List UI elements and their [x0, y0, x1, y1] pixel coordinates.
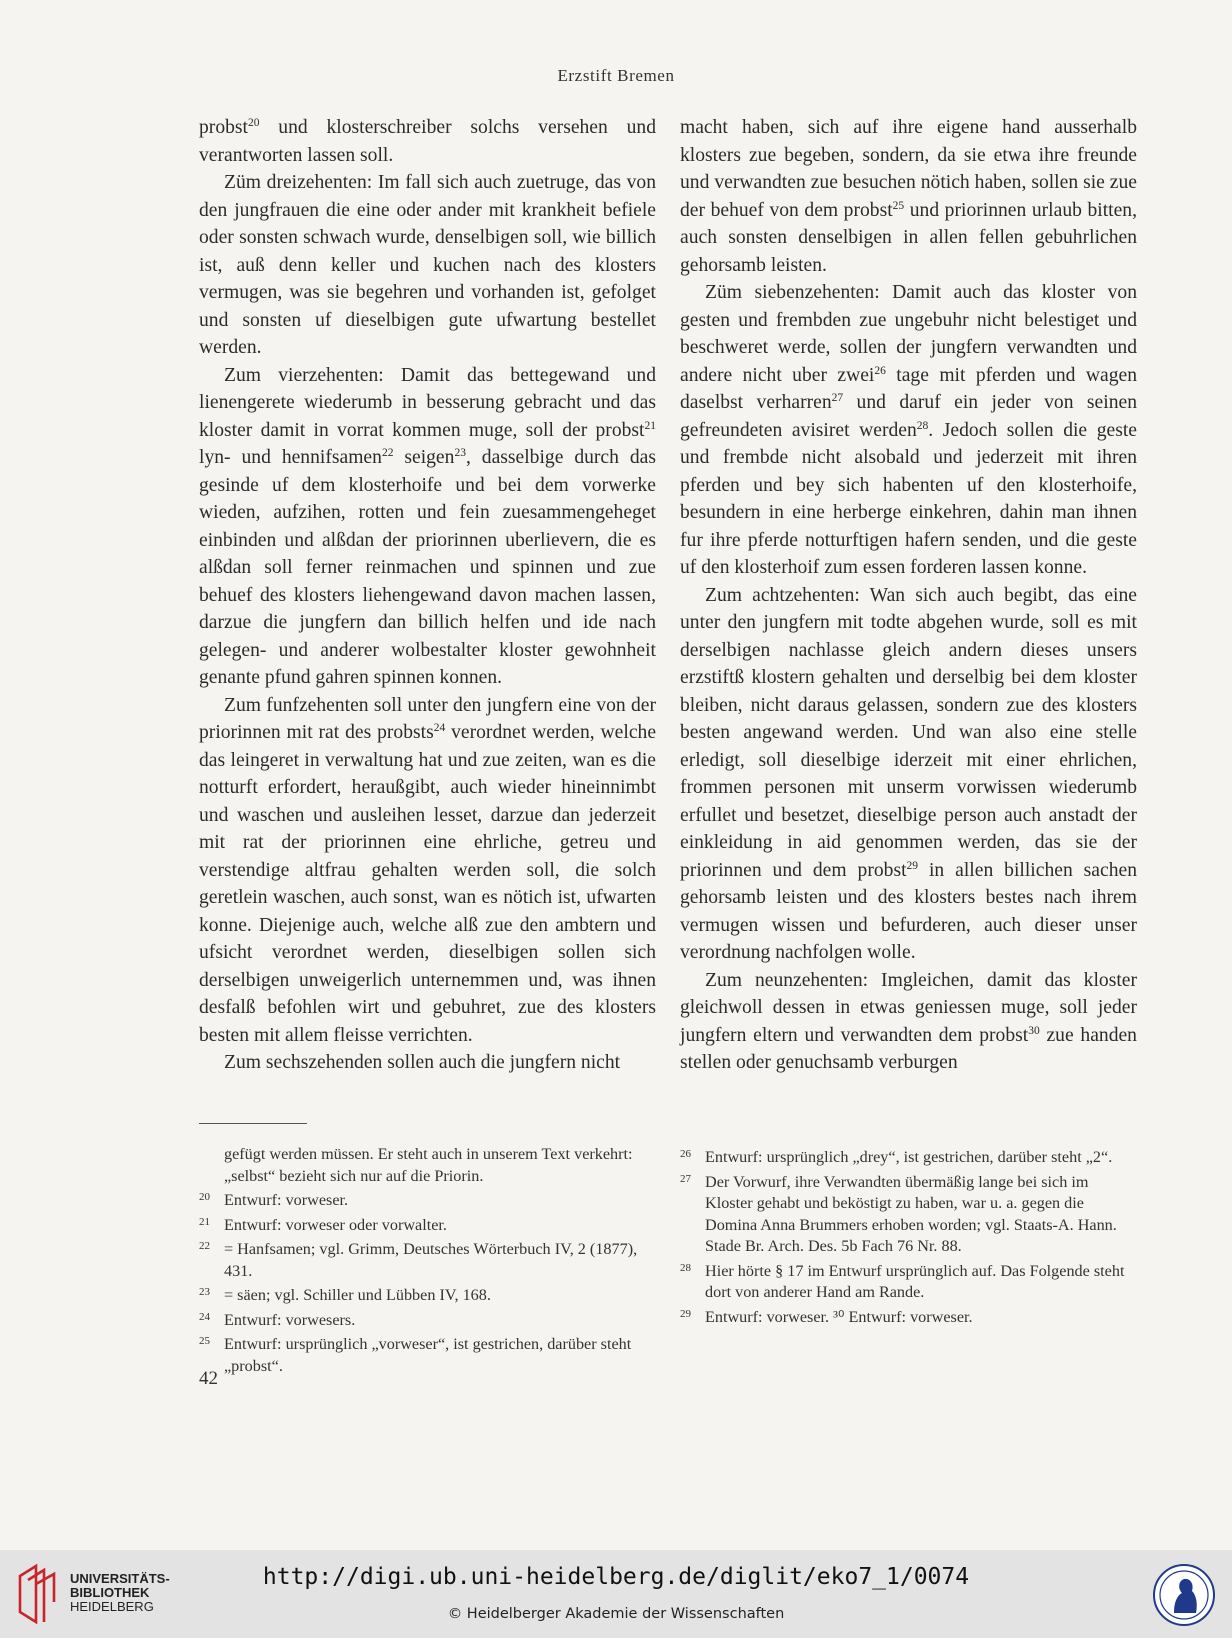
footnote-number: 27: [680, 1172, 691, 1185]
copyright-notice: © Heidelberger Akademie der Wissenschaften: [447, 1606, 785, 1622]
footnote-number: 21: [199, 1215, 210, 1228]
footnote: 22 = Hanfsamen; vgl. Grimm, Deutsches Wörterbuch IV, 2 (1877), 431.: [199, 1236, 659, 1282]
footnotes-right: [680, 1144, 1140, 1328]
footnote-number: 29: [680, 1307, 691, 1320]
footnote: gefügt werden müssen. Er steht auch in unserem Text verkehrt: „selbst“ bezieht sich nur auf die Priorin.: [224, 1145, 633, 1185]
footnote-number: 25: [199, 1335, 210, 1347]
library-name[interactable]: UNIVERSITÄTS- BIBLIOTHEK HEIDELBERG: [70, 1571, 170, 1614]
footnote: 27 Der Vorwurf, ihre Verwandten übermäßig lange bei sich im Kloster gehabt und beköstigt zu haben, war u. a. gegen die Domina Anna Brummers erhoben worden; vgl. Staats-A. Hann. Stade Br. Arch. Des. 5b Fach 76 Nr. 88.: [680, 1169, 1140, 1258]
text-column-right: [680, 114, 1137, 1077]
paragraph: macht haben, sich auf ihre eigene hand ausserhalb klosters zue begeben, sondern, da sie etwa ihre freunde und verwandten zue besuchen nötich haben, sollen sie zue der behuef von dem probst$^{25}$ und priorinnen urlaub bitten, auch sonsten denselbigen in allen fellen gebuhrlichen gehorsamb leisten.: [680, 117, 1137, 276]
footnote-ref[interactable]: 30: [1028, 1024, 1040, 1037]
footnote-number: 20: [199, 1191, 210, 1203]
footnote: 26 Entwurf: ursprünglich „drey“, ist gestrichen, darüber steht „2“.: [680, 1144, 1140, 1169]
footnote-ref[interactable]: 24: [433, 722, 446, 734]
footnotes-left: [199, 1144, 659, 1377]
footnote: 20 Entwurf: vorweser.: [199, 1187, 659, 1212]
footnote-ref[interactable]: 22: [381, 447, 394, 459]
footnote: 21 Entwurf: vorweser oder vorwalter.: [199, 1212, 659, 1237]
paragraph: Zum vierzehenten: Damit das bettegewand und lienengerete wiederumb in besserung gebracht und das kloster damit in vorrat kommen muge, soll der probst$^{21}$ lyn- und hennifsamen$^{22}$ seigen$^{23}$, dasselbige durch das gesinde uf dem klosterhoife und bei dem vorwerke wieden, aufzihen, rotten und fein zuesammengeheget einbinden und alßdan der priorinnen uberlievern, die es alßdan soll ferner reinmachen und spinnen und zue behuef des klosters liehengewand davon machen lassen, darzue die jungfern dan billich helfen und ide nach gelegen- und anderer wolbestalter kloster gewohnheit genante pfund gahren spinnen konnen.: [199, 364, 656, 688]
permalink-url[interactable]: http://digi.ub.uni-heidelberg.de/diglit/eko7_1/0074: [262, 1564, 970, 1590]
viewer-footer: [0, 1550, 1232, 1638]
paragraph: Züm dreizehenten: Im fall sich auch zuetruge, das von den jungfrauen die eine oder ander mit krankheit befiele oder sonsten schwach wurde, denselbigen soll, wie billich ist, auß denn keller und kuchen nach des klosters vermugen, was sie begehren und vorhanden ist, gefolget und sonsten uf dieselbigen gute ufwartung bestellet werden.: [199, 172, 656, 358]
footnote-number: 22: [199, 1240, 210, 1252]
footnote-ref[interactable]: 29: [906, 859, 919, 872]
footnote: 29 Entwurf: vorweser. ³⁰ Entwurf: vorweser.: [680, 1304, 1140, 1329]
footnote-number: 23: [199, 1286, 210, 1298]
footnote-number: 24: [199, 1310, 210, 1323]
footnote: 28 Hier hörte § 17 im Entwurf ursprünglich auf. Das Folgende steht dort von anderer Hand am Rande.: [680, 1258, 1140, 1304]
paragraph: Zum neunzehenten: Imgleichen, damit das kloster gleichwoll dessen in etwas geniessen muge, soll jeder jungfern eltern und verwandten dem probst$^{30}$ zue handen stellen oder genuchsamb verburgen: [680, 969, 1137, 1073]
academy-seal-icon[interactable]: [1152, 1563, 1216, 1627]
page-number: 42: [199, 1368, 218, 1389]
footnote-ref[interactable]: 21: [644, 419, 656, 432]
footnote-number: 26: [680, 1148, 691, 1160]
footnote-ref[interactable]: 25: [892, 199, 905, 212]
footnote-ref[interactable]: 26: [874, 364, 886, 377]
running-head: Erzstift Bremen: [557, 66, 675, 85]
footnote: 23 = säen; vgl. Schiller und Lübben IV, 168.: [199, 1282, 659, 1307]
paragraph: Züm siebenzehenten: Damit auch das kloster von gesten und frembden zue ungebuhr nicht belestiget und beschweret werde, sollen der jungfern verwandten und andere nicht uber zwei$^{26}$ tage mit pferden und wagen daselbst verharren$^{27}$ und daruf ein jeder von seinen gefreundeten avisiret werden$^{28}$. Jedoch sollen die geste und frembde nicht alsobald und jederzeit mit ihren pferden und bey sich habenten uf den klosterhoife, besundern in eine herberge einkehren, dahin man ihnen fur ihre pferde notturftigen hafern senden, und die geste uf den klosterhoif zum essen forderen lassen konne.: [680, 282, 1137, 578]
paragraph: Zum funfzehenten soll unter den jungfern eine von der priorinnen mit rat des probsts$^{24}$ verordnet werden, welche das leingeret in verwaltung hat und zue zeiten, wan es die notturft erfordert, heraußgibt, auch wieder hineinnimbt und waschen und ausleihen lesset, darzue dan jederzeit mit rat der priorinnen eine ehrliche, getreu und verstendige altfrau gehalten werden soll, die solch geretlein waschen, auch sonst, wan es nötich ist, ufwarten konne. Diejenige auch, welche alß zue den ambtern und ufsicht verordnet werden, dieselbigen sollen sich derselbigen unweigerlich unternemmen und, was ihnen desfalß befohlen wirt und gebuhret, zue des klosters besten mit allem fleisse verrichten.: [199, 694, 657, 1046]
footnote-number: 28: [680, 1261, 691, 1274]
text-column-left: [199, 114, 656, 1077]
paragraph: Zum achtzehenten: Wan sich auch begibt, das eine unter den jungfern mit todte abgehen wurde, soll es mit derselbigen nachlasse gleich andern dieses unsers erzstiftß klostern gehalten und derselbig bei dem kloster bleiben, nicht daraus gelassen, sondern zue des klosters besten angewand werden. Und wan also eine stelle erledigt, soll dieselbige iderzeit mit einer ehrlichen, frommen personen mit unserm vorwissen wiederumb erfullet und besetzet, dieselbige person auch anstadt der einkleidung in aid genommen werden, das sie der priorinnen und dem probst$^{29}$ in allen billichen sachen gehorsamb leisten und des klosters bestes nach ihrem vermugen wissen und befurderen, auch dieser unser verordnung nachfolgen wolle.: [680, 584, 1137, 963]
footnote-separator: [199, 1123, 307, 1124]
footnote: 24 Entwurf: vorwesers.: [199, 1307, 659, 1332]
footnote-ref[interactable]: 23: [454, 447, 466, 459]
paragraph: Zum sechszehenden sollen auch die jungfern nicht: [224, 1052, 621, 1073]
paragraph: probst$^{20}$ und klosterschreiber solchs versehen und verantworten lassen soll.: [199, 117, 656, 166]
footnote-ref[interactable]: 28: [916, 419, 929, 432]
footnote-ref[interactable]: 27: [831, 392, 844, 404]
footnote-ref[interactable]: 20: [247, 117, 260, 129]
footnote: 25 Entwurf: ursprünglich „vorweser“, ist gestrichen, darüber steht „probst“.: [199, 1331, 659, 1377]
